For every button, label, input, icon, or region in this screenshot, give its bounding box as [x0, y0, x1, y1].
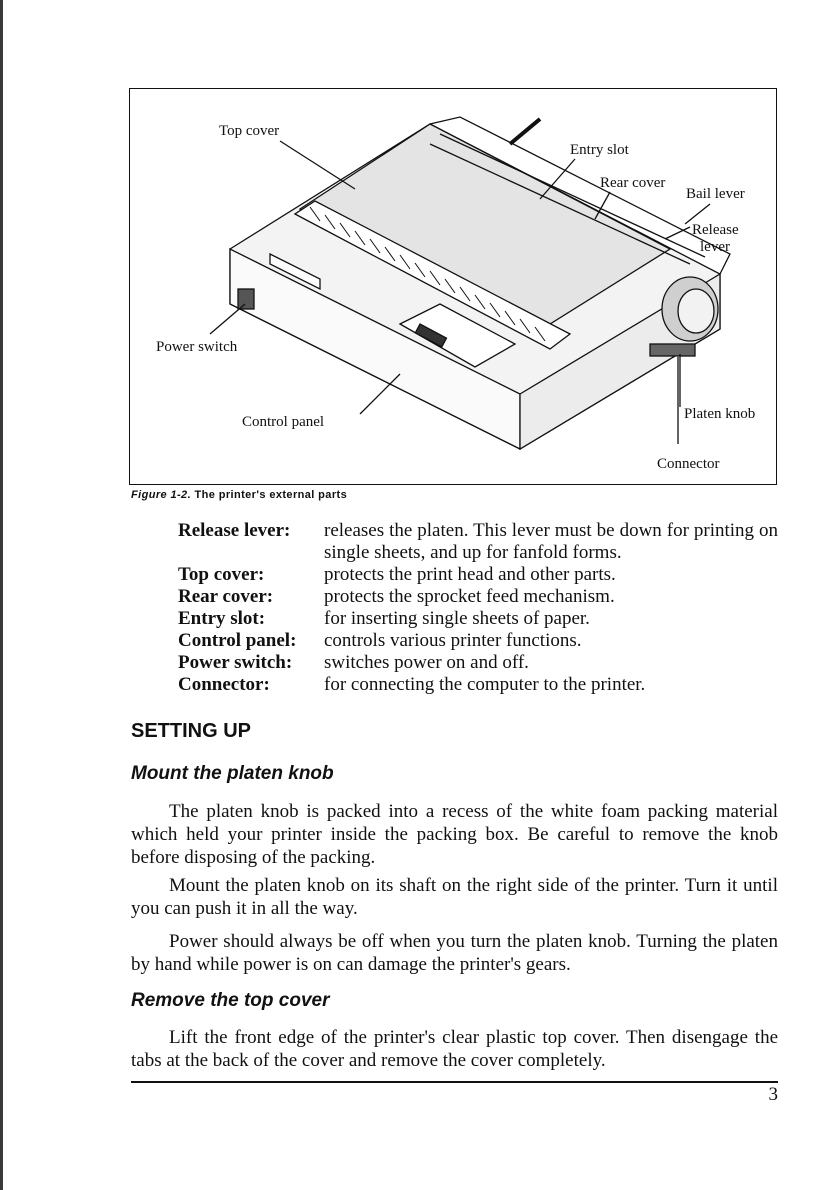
definition-row [178, 674, 778, 696]
label-release-lever-2: lever [700, 239, 730, 255]
label-platen-knob: Platen knob [684, 406, 756, 422]
label-bail-lever: Bail lever [686, 186, 745, 202]
page-number: 3 [768, 1084, 778, 1105]
scan-edge [0, 0, 3, 1190]
paragraph: Lift the front edge of the printer's clear plastic top cover. Then disengage the tabs at the back of the cover and remove the cover completely. [131, 1027, 778, 1071]
label-entry-slot: Entry slot [570, 142, 629, 158]
printer-figure [129, 88, 777, 485]
definition-desc: protects the print head and other parts. [324, 564, 616, 585]
label-rear-cover: Rear cover [600, 175, 666, 191]
label-connector: Connector [657, 456, 720, 472]
definition-row [178, 520, 778, 564]
definition-term: Top cover: [178, 564, 265, 585]
definition-term: Connector: [178, 674, 270, 695]
definition-term: Rear cover: [178, 586, 274, 607]
label-top-cover: Top cover [219, 123, 280, 139]
definition-term: Release lever: [178, 520, 291, 541]
definition-row [178, 564, 778, 586]
definition-desc: switches power on and off. [324, 652, 529, 673]
definition-desc: controls various printer functions. [324, 630, 582, 651]
label-power-switch: Power switch [156, 339, 238, 355]
subsection-title-platen: Mount the platen knob [131, 763, 334, 784]
paragraph: The platen knob is packed into a recess of the white foam packing material which held your printer inside the packing box. Be careful to remove the knob before disposing of the packing. [131, 801, 778, 868]
definition-row [178, 608, 778, 630]
footer-rule [131, 1081, 778, 1083]
paragraph: Mount the platen knob on its shaft on the right side of the printer. Turn it until you can push it in all the way. [131, 875, 778, 919]
definition-desc: releases the platen. This lever must be down for printing on single sheets, and up for fanfold forms. [324, 520, 778, 563]
definition-term: Entry slot: [178, 608, 266, 629]
figure-number: Figure 1-2. [131, 489, 192, 501]
subsection-title-top-cover: Remove the top cover [131, 990, 330, 1011]
definition-desc: for inserting single sheets of paper. [324, 608, 590, 629]
definition-row [178, 652, 778, 674]
figure-caption [131, 489, 347, 501]
label-control-panel: Control panel [242, 414, 325, 430]
figure-caption-text: The printer's external parts [194, 489, 348, 501]
section-title: SETTING UP [131, 720, 252, 742]
printer-illustration [130, 89, 776, 484]
definition-term: Control panel: [178, 630, 297, 651]
definition-list [178, 520, 778, 696]
definition-term: Power switch: [178, 652, 293, 673]
label-release-lever-1: Release [692, 222, 739, 238]
definition-row [178, 630, 778, 652]
definition-desc: protects the sprocket feed mechanism. [324, 586, 615, 607]
paragraph: Power should always be off when you turn the platen knob. Turning the platen by hand while power is on can damage the printer's gears. [131, 931, 778, 975]
definition-row [178, 586, 778, 608]
definition-desc: for connecting the computer to the printer. [324, 674, 646, 695]
